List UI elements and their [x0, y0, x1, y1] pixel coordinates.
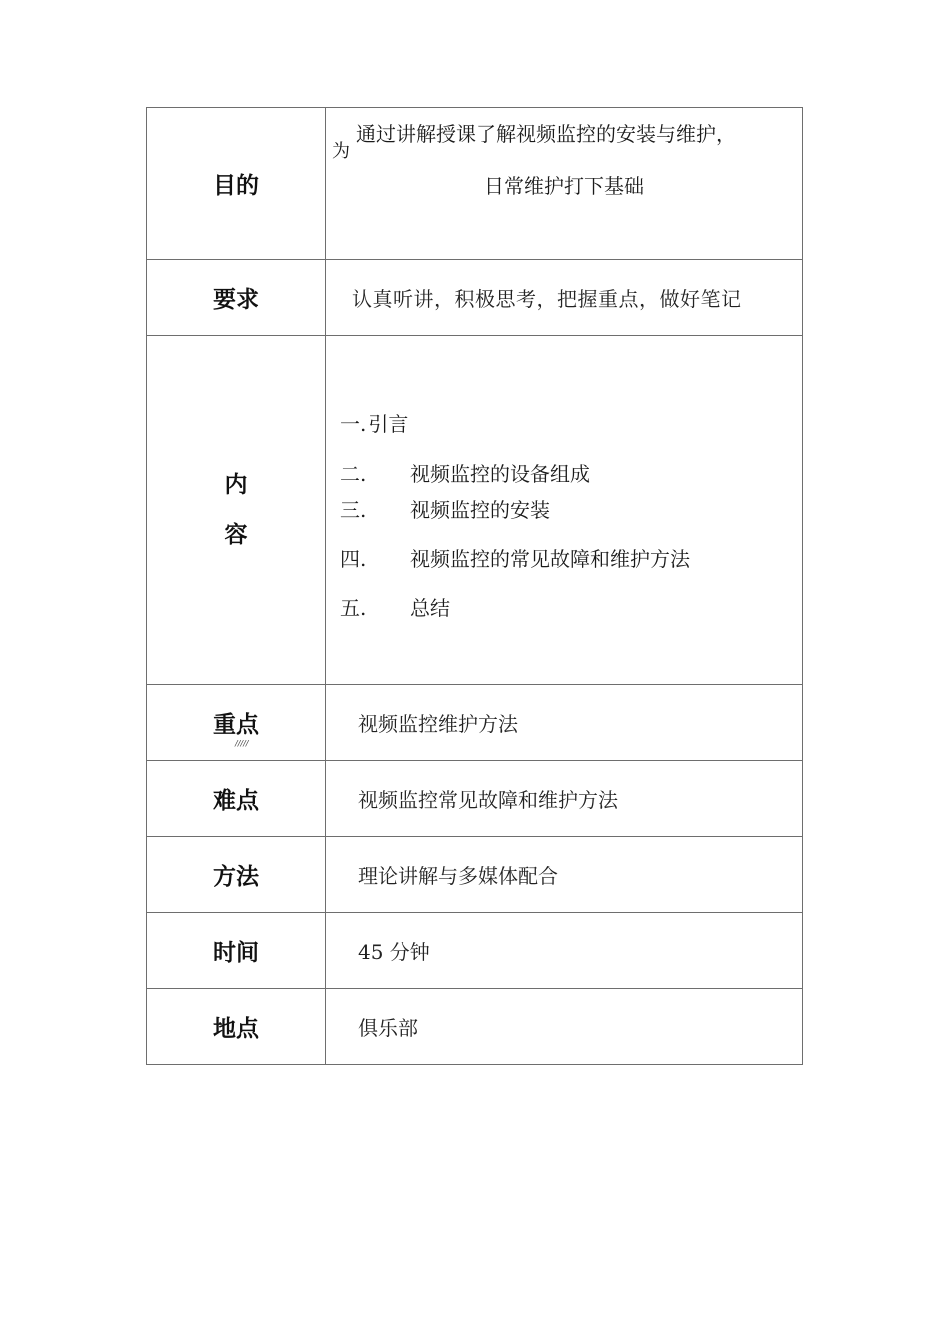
content-item-5 — [340, 592, 450, 621]
content-item-text: 引言 — [368, 412, 409, 436]
row-time — [147, 913, 803, 989]
label-method: 方法 — [147, 837, 326, 913]
content-item-number: 三. — [340, 498, 367, 522]
label-key-point — [147, 685, 326, 761]
key-point-label-wrap — [213, 706, 259, 748]
content-item-4 — [340, 543, 690, 572]
value-content — [326, 336, 803, 685]
row-key-point — [147, 685, 803, 761]
row-difficulty — [147, 761, 803, 837]
purpose-text-line2: 日常维护打下基础 — [484, 174, 644, 198]
value-purpose — [326, 108, 803, 260]
content-item-text: 视频监控的安装 — [410, 498, 550, 522]
purpose-text-line1: 通过讲解授课了解视频监控的安装与维护， — [356, 122, 736, 146]
content-item-text: 视频监控的设备组成 — [410, 462, 590, 486]
row-purpose — [147, 108, 803, 260]
label-place: 地点 — [147, 989, 326, 1065]
content-item-text: 视频监控的常见故障和维护方法 — [410, 547, 690, 571]
content-item-number: 二. — [340, 462, 367, 486]
value-key-point: 视频监控维护方法 — [326, 685, 803, 761]
key-point-mark: ///// — [235, 739, 249, 748]
label-requirement: 要求 — [147, 260, 326, 336]
row-method — [147, 837, 803, 913]
label-time: 时间 — [147, 913, 326, 989]
lesson-plan-table — [146, 107, 803, 1065]
label-content-stack — [225, 460, 248, 560]
value-time: 45 分钟 — [326, 913, 803, 989]
value-place: 俱乐部 — [326, 989, 803, 1065]
key-point-label-text: 重点 — [213, 712, 259, 738]
value-difficulty: 视频监控常见故障和维护方法 — [326, 761, 803, 837]
purpose-text-clipped: 为 — [332, 141, 350, 162]
content-item-number: 五. — [340, 596, 367, 620]
content-item-1 — [340, 408, 408, 437]
label-content-bottom: 容 — [224, 522, 248, 548]
value-requirement: 认真听讲，积极思考，把握重点，做好笔记 — [326, 260, 803, 336]
content-item-number: 一. — [340, 412, 367, 436]
content-item-3 — [340, 494, 550, 523]
value-method: 理论讲解与多媒体配合 — [326, 837, 803, 913]
content-item-2 — [340, 458, 590, 487]
content-item-number: 四. — [340, 547, 367, 571]
label-difficulty: 难点 — [147, 761, 326, 837]
label-purpose: 目的 — [147, 108, 326, 260]
content-item-text: 总结 — [410, 596, 450, 620]
label-content — [147, 336, 326, 685]
row-requirement — [147, 260, 803, 336]
row-content — [147, 336, 803, 685]
label-content-top: 内 — [224, 472, 248, 498]
row-place — [147, 989, 803, 1065]
